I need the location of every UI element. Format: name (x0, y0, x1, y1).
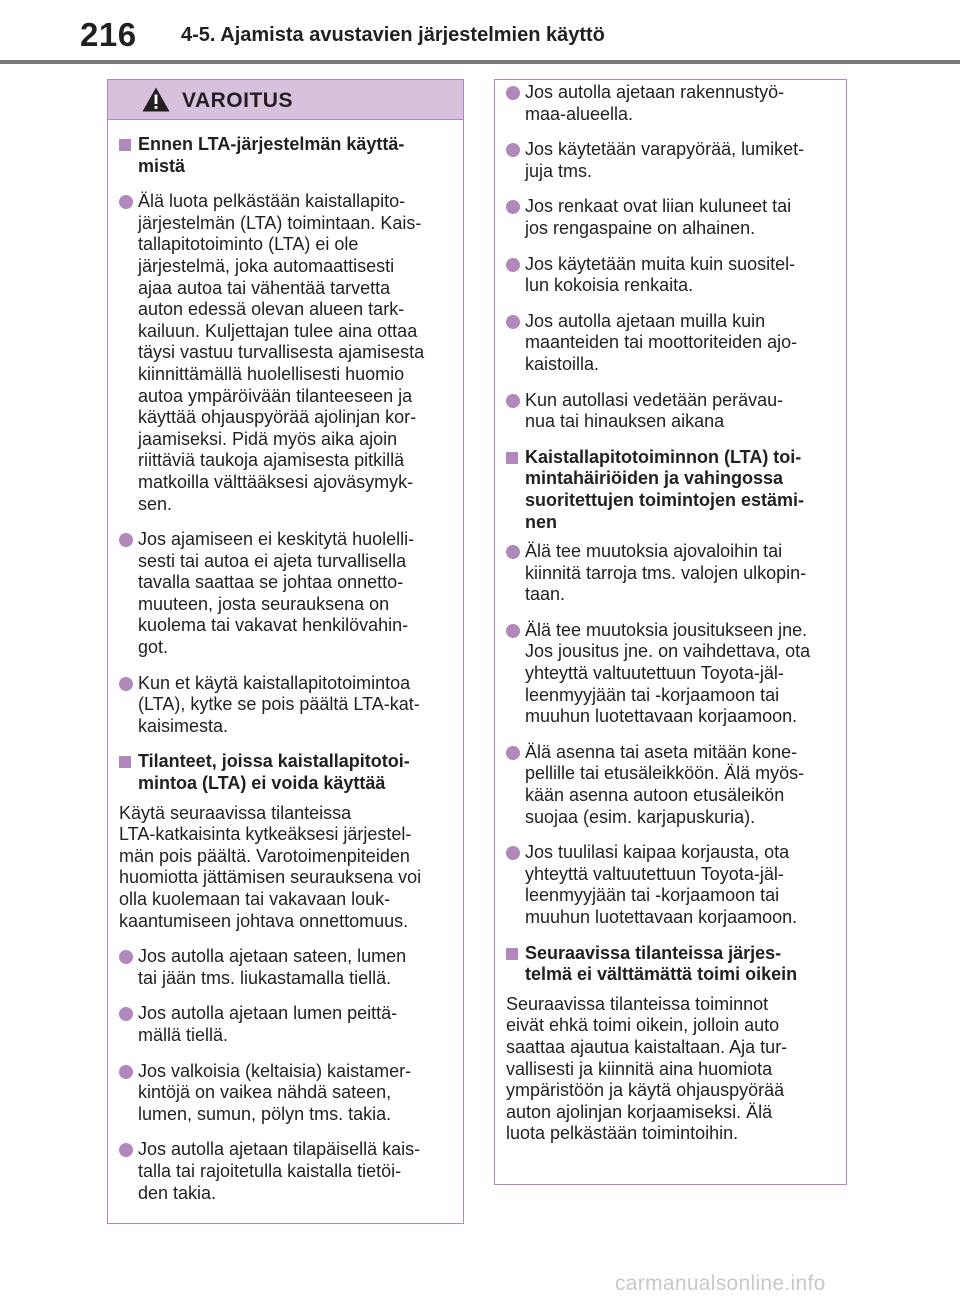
round-bullet-icon (506, 846, 520, 860)
list-item (506, 620, 840, 728)
text-line: kaisimesta. (138, 715, 229, 736)
text-line: kintöjä on vaikea nähdä sateen, (138, 1082, 392, 1103)
round-bullet-icon (506, 315, 520, 329)
list-item (506, 541, 840, 606)
text-line: yhteyttä valtuutettuun Toyota-jäl- (525, 663, 784, 684)
heading-before-use (119, 134, 457, 177)
text-line: kailuun. Kuljettajan tulee aina ottaa (138, 320, 418, 341)
text-line: Kaistallapitotoiminnon (LTA) toi- (525, 446, 802, 467)
round-bullet-icon (119, 677, 133, 691)
text-line: yhteyttä valtuutettuun Toyota-jäl- (525, 863, 784, 884)
text-line: Älä tee muutoksia ajovaloihin tai (525, 541, 783, 562)
text-line: telmä ei välttämättä toimi oikein (525, 964, 798, 985)
text-line: Tilanteet, joissa kaistallapitotoi- (138, 751, 410, 772)
header-rule (0, 60, 960, 64)
text-line: olla kuolemaan tai vakavaan louk- (119, 889, 391, 909)
list-item (119, 191, 457, 515)
text-line: Jos autolla ajetaan muilla kuin (525, 310, 766, 331)
text-line: pellille tai etusäleikköön. Älä myös- (525, 763, 805, 784)
text-line: mällä tiellä. (138, 1024, 229, 1045)
round-bullet-icon (506, 258, 520, 272)
text-line: luota pelkästään toimintoihin. (506, 1123, 739, 1144)
text-line: nen (525, 511, 558, 532)
text-line: vallisesti ja kiinnitä aina huomiota (506, 1058, 773, 1079)
warning-title: VAROITUS (182, 89, 293, 112)
list-item (506, 82, 840, 125)
round-bullet-icon (119, 533, 133, 547)
text-line: tallapitotoiminto (LTA) ei ole (138, 234, 359, 255)
list-item (506, 842, 840, 928)
text-line: jaamiseksi. Pidä myös aika ajoin (138, 428, 398, 449)
square-bullet-icon (119, 139, 131, 151)
text-line: kään asenna autoon etusäleikön (525, 785, 785, 806)
round-bullet-icon (119, 1065, 133, 1079)
text-line: talla tai rajoitetulla kaistalla tietöi- (138, 1160, 402, 1181)
text-line: auton edessä olevan alueen tark- (138, 299, 405, 320)
text-line: Jos autolla ajetaan tilapäisellä kais- (138, 1139, 421, 1160)
square-bullet-icon (506, 948, 518, 960)
text-line: tai jään tms. liukastamalla tiellä. (138, 967, 392, 988)
text-line: Älä asenna tai aseta mitään kone- (525, 741, 798, 762)
page-header (0, 0, 960, 64)
text-line: auton ajolinjan korjaamiseksi. Älä (506, 1101, 773, 1122)
text-line: mintahäiriöiden ja vahingossa (525, 468, 784, 489)
text-line: kiinnitä tarroja tms. valojen ulkopin- (525, 562, 807, 583)
text-line: Ennen LTA-järjestelmän käyttä- (138, 134, 405, 154)
text-line: Jos autolla ajetaan rakennustyö- (525, 82, 785, 102)
text-line: Jos renkaat ovat liian kuluneet tai (525, 196, 792, 217)
text-line: nua tai hinauksen aikana (525, 411, 725, 432)
list-item (119, 946, 457, 989)
text-line: Älä luota pelkästään kaistallapito- (138, 191, 406, 212)
text-line: LTA-katkaisinta kytkeäksesi järjestel- (119, 824, 412, 845)
round-bullet-icon (506, 86, 520, 100)
list-item (506, 390, 840, 433)
text-line: lumen, sumun, pölyn tms. takia. (138, 1103, 392, 1124)
text-line: maa-alueella. (525, 103, 634, 124)
text-line: täysi vastuu turvallisesta ajamisesta (138, 342, 425, 363)
text-line: Älä tee muutoksia jousitukseen jne. (525, 619, 808, 640)
text-line: muuhun luotettavaan korjaamoon. (525, 706, 798, 727)
text-line: mintoa (LTA) ei voida käyttää (138, 773, 386, 794)
text-line: mistä (138, 155, 186, 176)
list-item (119, 529, 457, 659)
text-line: kiinnittämällä huolellisesti huomio (138, 363, 405, 384)
text-line: (LTA), kytke se pois päältä LTA-kat- (138, 694, 420, 715)
text-line: muuhun luotettavaan korjaamoon. (525, 907, 798, 927)
text-line: järjestelmä, joka automaattisesti (138, 255, 395, 276)
round-bullet-icon (119, 195, 133, 209)
text-line: sesti tai autoa ei ajeta turvallisella (138, 550, 407, 571)
text-line: Jos autolla ajetaan sateen, lumen (138, 946, 407, 967)
text-line: Kun et käytä kaistallapitotoimintoa (138, 672, 411, 693)
text-line: juja tms. (525, 160, 593, 181)
warning-triangle-icon (141, 86, 171, 113)
text-line: män pois päältä. Varotoimenpiteiden (119, 845, 410, 866)
text-line: Seuraavissa tilanteissa järjes- (525, 942, 782, 963)
round-bullet-icon (506, 200, 520, 214)
list-item (119, 1061, 457, 1126)
text-line: tavalla saattaa se johtaa onnetto- (138, 572, 404, 593)
warning-panel (107, 79, 464, 1224)
warning-header (108, 80, 463, 120)
text-line: autoa ympäröivään tilanteeseen ja (138, 385, 413, 406)
heading-situations (119, 751, 457, 794)
text-line: Seuraavissa tilanteissa toiminnot (506, 993, 769, 1014)
warning-panel-continued (494, 79, 847, 1185)
text-line: suojaa (esim. karjapuskuria). (525, 806, 756, 827)
text-line: riittäviä taukoja ajamisesta pitkillä (138, 450, 405, 471)
text-line: matkoilla välttääksesi ajoväsymyk- (138, 471, 414, 492)
text-line: saattaa ajautua kaistaltaan. Aja tur- (506, 1036, 788, 1057)
list-item (506, 311, 840, 376)
text-line: leenmyyjään tai -korjaamoon tai (525, 885, 780, 906)
paragraph (119, 803, 457, 933)
text-line: Jos käytetään varapyörää, lumiket- (525, 139, 805, 160)
text-line: got. (138, 637, 169, 658)
paragraph (506, 994, 840, 1145)
text-line: Jos valkoisia (keltaisia) kaistamer- (138, 1060, 412, 1081)
text-line: Jos autolla ajetaan lumen peittä- (138, 1003, 398, 1024)
text-line: maanteiden tai moottoriteiden ajo- (525, 332, 798, 353)
text-line: ajaa autoa tai vähentää tarvetta (138, 277, 391, 298)
text-line: suoritettujen toimintojen estämi- (525, 489, 805, 510)
text-line: den takia. (138, 1182, 217, 1203)
round-bullet-icon (506, 746, 520, 760)
list-item (119, 673, 457, 738)
list-item (506, 254, 840, 297)
heading-prevent-malfunction (506, 447, 840, 533)
round-bullet-icon (119, 1007, 133, 1021)
text-line: sen. (138, 493, 173, 514)
text-line: jos rengaspaine on alhainen. (525, 217, 756, 238)
text-line: taan. (525, 584, 566, 605)
text-line: järjestelmän (LTA) toimintaan. Kais- (138, 212, 422, 233)
list-item (119, 1139, 457, 1204)
text-line: Käytä seuraavissa tilanteissa (119, 802, 352, 823)
heading-may-not-work (506, 943, 840, 986)
text-line: käyttää ohjauspyörää ajolinjan kor- (138, 407, 417, 428)
list-item (119, 1003, 457, 1046)
text-line: muuteen, josta seurauksena on (138, 593, 390, 614)
page-number: 216 (80, 16, 137, 53)
round-bullet-icon (119, 950, 133, 964)
round-bullet-icon (119, 1143, 133, 1157)
text-line: Jos käytetään muita kuin suositel- (525, 253, 796, 274)
list-item (506, 742, 840, 828)
round-bullet-icon (506, 143, 520, 157)
text-line: Jos ajamiseen ei keskitytä huolelli- (138, 529, 415, 550)
text-line: kuolema tai vakavat henkilövahin- (138, 615, 409, 636)
text-line: Jos tuulilasi kaipaa korjausta, ota (525, 842, 790, 863)
list-item (506, 196, 840, 239)
text-line: ympäristöön ja käytä ohjauspyörää (506, 1080, 785, 1101)
section-title: 4-5. Ajamista avustavien järjestelmien käyttö (181, 24, 605, 46)
text-line: leenmyyjään tai -korjaamoon tai (525, 684, 780, 705)
text-line: kaistoilla. (525, 353, 600, 374)
square-bullet-icon (506, 452, 518, 464)
text-line: Jos jousitus jne. on vaihdettava, ota (525, 641, 811, 662)
text-line: kaantumiseen johtava onnettomuus. (119, 910, 409, 931)
text-line: eivät ehkä toimi oikein, jolloin auto (506, 1015, 780, 1036)
text-line: huomiotta jättämisen seurauksena voi (119, 867, 422, 888)
list-item (506, 139, 840, 182)
square-bullet-icon (119, 756, 131, 768)
text-line: Kun autollasi vedetään perävau- (525, 389, 784, 410)
round-bullet-icon (506, 624, 520, 638)
watermark: carmanualsonline.info (615, 1272, 826, 1295)
round-bullet-icon (506, 545, 520, 559)
text-line: lun kokoisia renkaita. (525, 275, 694, 296)
round-bullet-icon (506, 394, 520, 408)
